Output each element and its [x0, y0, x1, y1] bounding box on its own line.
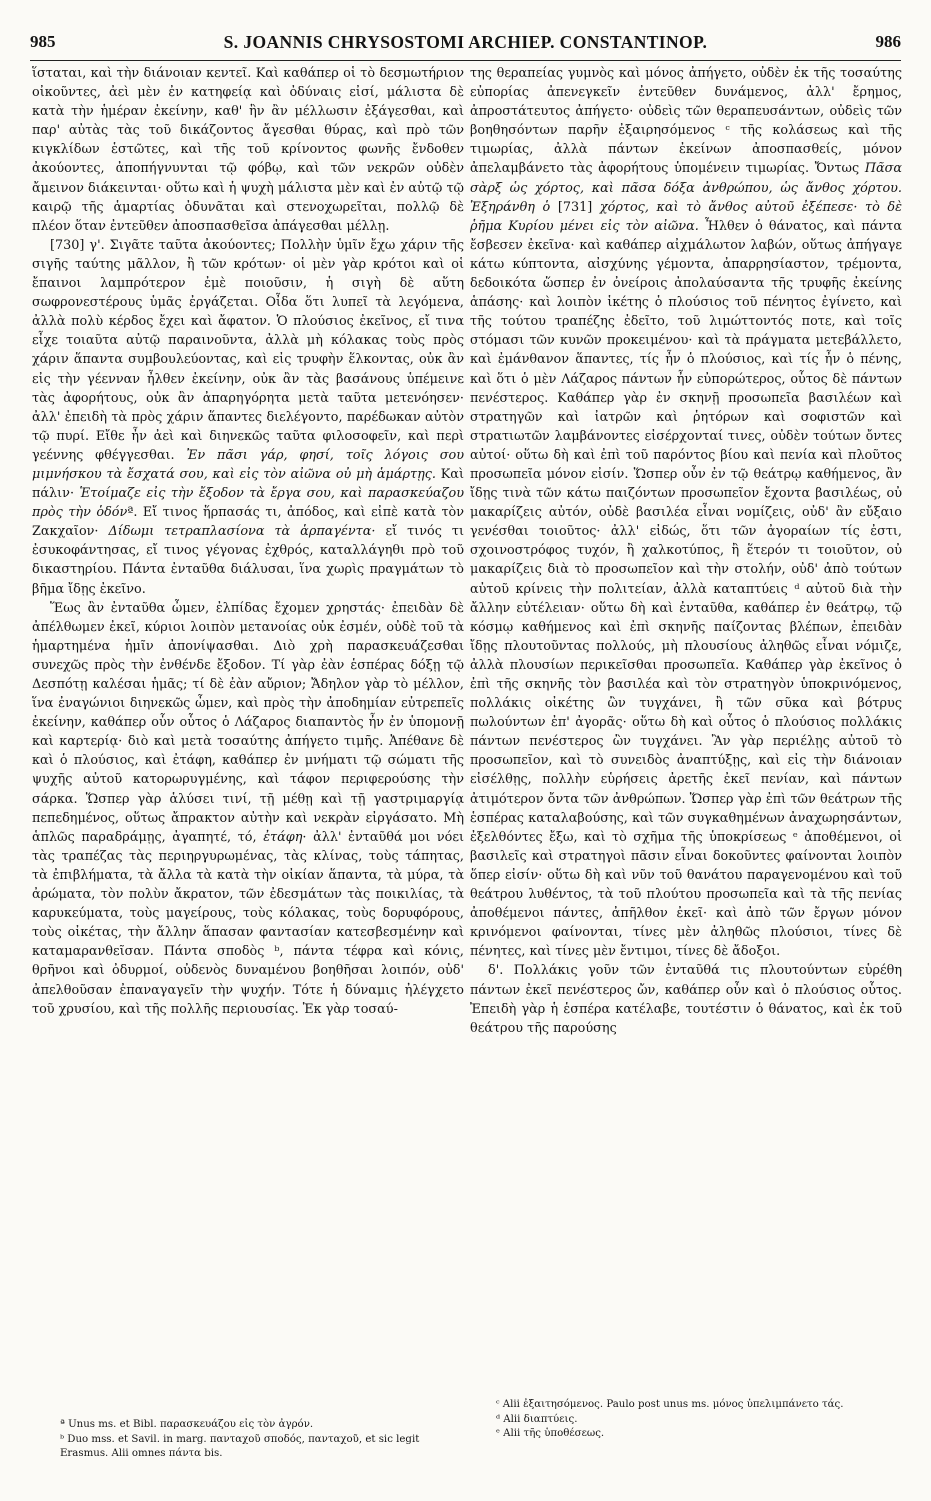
running-title: S. JOANNIS CHRYSOSTOMI ARCHIEP. CONSTANTINOP.: [223, 32, 708, 52]
scripture-quote: χόρτος, καὶ τὸ ἄνθος αὐτοῦ ἐξέπεσε· τὸ δὲ ῥῆμα Κυρίου μένει εἰς τὸν αἰῶνα.: [470, 199, 902, 234]
footnote-c: ᶜ Alii ἐξαιτησόμενος. Paulo post unus ms. μόνος ὑπελιμπάνετο τάς.: [496, 1399, 844, 1410]
column-marker: [731]: [557, 199, 593, 215]
header-rule: [30, 60, 901, 61]
left-column: [32, 64, 464, 1019]
scripture-quote: Ἐν πᾶσι γάρ, φησί, τοῖς λόγοις σου μιμνήσκου τὰ ἔσχατά σου, καὶ εἰς τὸν αἰῶνα οὐ μὴ ἁμάρτῃς.: [32, 447, 464, 482]
paragraph-2: [32, 236, 464, 599]
scripture-quote: Δίδωμι τετραπλασίονα τὰ ἁρπαγέντα·: [108, 524, 376, 540]
footnote-b: ᵇ Duo mss. et Savil. in marg. πανταχοῦ σποδός, πανταχοῦ, et sic legit Erasmus. Alii omnes πάντα bis.: [60, 1433, 420, 1459]
footnotes-left: [60, 1418, 460, 1462]
page-number-right: 986: [875, 32, 901, 51]
scripture-quote: Ἑτοίμαζε εἰς τὴν ἔξοδον τὰ ἔργα σου, καὶ παρασκεύαζου πρὸς τὴν ὁδόν: [32, 486, 464, 521]
footnote-a: ª Unus ms. et Bibl. παρασκευάζου εἰς τὸν ἀγρόν.: [60, 1419, 314, 1430]
text-run: Ἕως ἂν ἐνταῦθα ὦμεν, ἐλπίδας ἔχομεν χρηστάς· ἐπειδὰν δὲ ἀπέλθωμεν ἐκεῖ, κύριοι λοιπὸν μετανοίας οὐκ ἐσμέν, οὐδὲ τοῦ τὰ ἡμαρτημένα ἡμῖν ἀπονίψασθαι. Διὸ χρὴ παρασκευάζεσθαι συνεχῶς πρὸς τὴν ἐνθένδε ἔξοδον. Τί γὰρ ἐὰν ἑσπέρας δόξῃ τῷ Δεσπότῃ καλέσαι ἡμᾶς; τί δὲ ἐὰν αὔριον; Ἄδηλον γὰρ τὸ μέλλον, ἵνα ἐναγώνιοι διηνεκῶς ὦμεν, καὶ πρὸς τὴν ἀποδημίαν εὐτρεπεῖς ἐκείνην, καθάπερ οὗν οὗτος ὁ Λάζαρος διαπαντὸς ἦν ἐν ὑπομονῇ καὶ καρτερίᾳ· διὸ καὶ μετὰ τοσαύτης ἀπήγετο τιμῆς. Ἀπέθανε δὲ καὶ ὁ πλούσιος, καὶ ἐτάφη, καθάπερ ἐν μνήματι τῷ σώματι τῆς ψυχῆς αὐτοῦ κατορωρυγμένης, καὶ τάφον περιφερούσης τὴν σάρκα. Ὥσπερ γὰρ ἁλύσει τινί, τῇ μέθῃ καὶ τῇ γαστριμαργίᾳ πεπεδημένος, οὕτως ἄπρακτον αὐτὴν καὶ νεκρὰν εἰργάσατο. Μὴ ἁπλῶς παραδράμῃς, ἀγαπητέ, τό,: [32, 600, 464, 845]
footnotes-right: [496, 1398, 906, 1442]
text-run: [730] γ'. Σιγᾶτε ταῦτα ἀκούοντες; Πολλὴν ὑμῖν ἔχω χάριν τῆς σιγῆς ταύτης μᾶλλον, ἢ τῶν κρότων· οἱ μὲν γὰρ κρότοι καὶ οἱ ἔπαινοι λαμπρότερον ἐμὲ ποιοῦσιν, ἡ σιγὴ δὲ αὕτη σωφρονεστέρους ὑμᾶς ἐργάζεται. Οἶδα ὅτι λυπεῖ τὰ λεγόμενα, ἀλλὰ πολὺ κέρδος ἔχει καὶ ἄφατον. Ὁ πλούσιος ἐκεῖνος, εἴ τινα εἶχε τοιαῦτα αὐτῷ παραινοῦντα, ἀλλὰ μὴ κόλακας τοὺς πρὸς χάριν ἅπαντα συμβουλεύοντας, καὶ εἰς τρυφὴν ἕλκοντας, οὐκ ἂν εἰς τὴν γέενναν ἦλθεν ἐκείνην, οὐκ ἂν τὰς βασάνους ὑπέμεινε τὰς ἀφορήτους, οὐκ ἂν ἀπαρηγόρητα μετὰ ταῦτα μετενόησεν· ἀλλ' ἐπειδὴ τὰ πρὸς χάριν ἅπαντες διελέγοντο, παρέδωκαν αὐτὸν τῷ πυρί. Εἴθε ἦν ἀεὶ καὶ διηνεκῶς ταῦτα φιλοσοφεῖν, καὶ περὶ γεέννης φθέγγεσθαι.: [32, 237, 464, 463]
page-header: [30, 32, 901, 60]
paragraph-1: [470, 64, 902, 961]
paragraph-1: ἵσταται, καὶ τὴν διάνοιαν κεντεῖ. Καὶ καθάπερ οἱ τὸ δεσμωτήριον οἰκοῦντες, ἀεὶ μὲν ἐν κατηφείᾳ καὶ ὀδύναις εἰσί, μάλιστα δὲ κατὰ τὴν ἡμέραν ἐκείνην, καθ' ἣν ἂν μέλλωσιν ἐξάγεσθαι, καὶ παρ' αὐτὰς τὰς τοῦ δικάζοντος ἄγεσθαι θύρας, καὶ πρὸ τῶν κιγκλίδων ἑστῶτες, καὶ τῆς τοῦ κρίνοντος φωνῆς ἔνδοθεν ἀκούοντες, ἀποπήγνυνται τῷ φόβῳ, καὶ τῶν νεκρῶν οὐδὲν ἄμεινον διάκεινται· οὕτω καὶ ἡ ψυχὴ μάλιστα μὲν καὶ ἐν αὐτῷ τῷ καιρῷ τῆς ἁμαρτίας ὀδυνᾶται καὶ στενοχωρεῖται, πολλῷ δὲ πλέον ὅταν ἐντεῦθεν ἀποσπασθεῖσα ἀπάγεσθαι μέλλῃ.: [32, 66, 464, 234]
paragraph-3: [32, 599, 464, 1019]
scripture-quote: ἐτάφη: [263, 829, 303, 845]
scripture-quote: Πᾶσα σὰρξ ὡς χόρτος, καὶ πᾶσα δόξα ἀνθρώπου, ὡς ἄνθος χόρτου. Ἐξηράνθη ὁ: [470, 161, 903, 215]
text-run: εἴ τινός τι ἐσυκοφάντησας, εἴ τινος γέγονας ἐχθρός, καταλλάγηθι πρὸ τοῦ δικαστηρίου. Πάντα ἐνταῦθα διάλυσαι, ἵνα χωρὶς πραγμάτων τὸ βῆμα ἴδῃς ἐκεῖνο.: [32, 524, 464, 597]
text-run: · ἀλλ' ἐνταῦθά μοι νόει τὰς τραπέζας τὰς περιηργυρωμένας, τὰς κλίνας, τοὺς τάπητας, τὰ ἐπιβλήματα, τὰ ἄλλα τὰ κατὰ τὴν οἰκίαν ἅπαντα, τὰ μύρα, τὰ ἀρώματα, τὸν πολὺν ἄκρατον, τῶν ἐδεσμάτων τὰς ποικιλίας, τὰ καρυκεύματα, τοὺς μαγείρους, τοὺς κόλακας, τοὺς δορυφόρους, τοὺς οἰκέτας, τὴν ἄλλην ἅπασαν φαντασίαν κατεσβεσμένην καὶ καταμαρανθεῖσαν. Πάντα σποδὸς ᵇ, πάντα τέφρα καὶ κόνις, θρῆνοι καὶ ὀδυρμοί, οὐδενὸς δυναμένου βοηθῆσαι λοιπόν, οὐδ' ἀπελθοῦσαν ἐπαναγαγεῖν τὴν ψυχήν. Τότε ἡ δύναμις ἠλέγχετο τοῦ χρυσίου, καὶ τῆς πολλῆς περιουσίας. Ἐκ γὰρ τοσαύ-: [32, 829, 464, 1017]
text-run: Ἦλθεν ὁ θάνατος, καὶ πάντα ἔσβεσεν ἐκεῖνα· καὶ καθάπερ αἰχμάλωτον λαβών, οὕτως ἀπήγαγε κάτω κύπτοντα, αἰσχύνης γέμοντα, ἀπαρρησίαστον, τρέμοντα, δεδοικότα ὥσπερ ἐν ὀνείροις ἀπολαύσαντα τῆς τρυφῆς ἐκείνης ἁπάσης· καὶ λοιπὸν ἱκέτης ὁ πλούσιος τοῦ πένητος ἐγίνετο, καὶ τῆς τούτου τραπέζης ἐδεῖτο, τοῦ λιμώττοντός ποτε, καὶ τοῖς στόμασι τῶν κυνῶν προκειμένου· καὶ τὰ πράγματα μετεβάλλετο, καὶ ἐμάνθανον ἅπαντες, τίς ἦν ὁ πλούσιος, καὶ τίς ἦν ὁ πένης, καὶ ὅτι ὁ μὲν Λάζαρος πάντων ἦν εὐπορώτερος, οὗτος δὲ πάντων πενέστερος. Καθάπερ γὰρ ἐν σκηνῇ προσωπεῖα βασιλέων καὶ στρατηγῶν καὶ ἰατρῶν καὶ ῥητόρων καὶ σοφιστῶν καὶ στρατιωτῶν λαμβάνοντες εἰσέρχονταί τινες, οὐδὲν τούτων ὄντες αὐτοί· οὕτω δὴ καὶ ἐπὶ τοῦ παρόντος βίου καὶ πενία καὶ πλοῦτος προσωπεῖα μόνον εἰσίν. Ὥσπερ οὖν ἐν τῷ θεάτρῳ καθήμενος, ἂν ἴδῃς τινὰ τῶν κάτω παιζόντων προσωπεῖον ἔχοντα βασιλέως, οὐ μακαρίζεις αὐτόν, οὐδὲ βασιλέα εἶναι νομίζεις, οὐδ' ἂν εὔξαιο γενέσθαι τοιοῦτος· ἀλλ' εἰδώς, ὅτι τῶν ἀγοραίων τίς ἐστι, σχοινοστρόφος τυχόν, ἢ χαλκοτύπος, ἢ ἕτερόν τι τοιοῦτον, οὐ μακαρίζεις διὰ τὸ προσωπεῖον καὶ τὴν στολήν, οὐδ' ἀπὸ τούτων αὐτοῦ κρίνεις τὴν πολιτείαν, ἀλλὰ καταπτύεις ᵈ αὐτοῦ διὰ τὴν ἄλλην εὐτέλειαν· οὕτω δὴ καὶ ἐνταῦθα, καθάπερ ἐν θεάτρῳ, τῷ κόσμῳ καθήμενος καὶ ἐπὶ σκηνῆς παίζοντας βλέπων, ἐπειδὰν ἴδῃς πλουτοῦντας πολλούς, μὴ πλουσίους ἀληθῶς εἶναι νόμιζε, ἀλλὰ πλουσίων περικεῖσθαι προσωπεῖα. Καθάπερ γὰρ ἐκεῖνος ὁ ἐπὶ τῆς σκηνῆς τὸν βασιλέα καὶ τὸν στρατηγὸν ὑποκρινόμενος, πολλάκις οἰκέτης ὢν τυγχάνει, ἢ τῶν σῦκα καὶ βότρυς πωλούντων ἐπ' ἀγορᾶς· οὕτω δὴ καὶ οὗτος ὁ πλούσιος πολλάκις πάντων πενέστερος ὢν τυγχάνει. Ἂν γὰρ περιέλῃς αὐτοῦ τὸ προσωπεῖον, καὶ τὸ συνειδὸς ἀναπτύξῃς, καὶ εἰς τὴν διάνοιαν εἰσέλθῃς, πολλὴν εὑρήσεις ἀρετῆς ἐκεῖ πενίαν, καὶ πάντων ἀτιμότερον ὄντα τῶν ἀνθρώπων. Ὥσπερ γὰρ ἐπὶ τῶν θεάτρων τῆς ἑσπέρας καταλαβούσης, καὶ τῶν συγκαθημένων ἀναχωρησάντων, ἐξελθόντες ἔξω, καὶ τὸ σχῆμα τῆς ὑποκρίσεως ᵉ ἀποθέμενοι, οἱ βασιλεῖς καὶ στρατηγοὶ πᾶσιν εἶναι δοκοῦντες φαίνονται λοιπὸν ὅπερ εἰσίν· οὕτω δὴ καὶ νῦν τοῦ θανάτου παραγενομένου καὶ τοῦ θεάτρου λυθέντος, τὰ τοῦ πλούτου προσωπεῖα καὶ τὰ τῆς πενίας ἀποθέμενοι πάντες, ἀπῆλθον ἐκεῖ· καὶ ἀπὸ τῶν ἔργων μόνον κρινόμενοι φαίνονται, τίνες μὲν ἀληθῶς πλούσιοι, τίνες δὲ πένητες, καὶ τίνες μὲν ἔντιμοι, τίνες δὲ ἄδοξοι.: [470, 218, 902, 960]
paragraph-2: δ'. Πολλάκις γοῦν τῶν ἐνταῦθά τις πλουτούντων εὑρέθη πάντων ἐκεῖ πενέστερος ὤν, καθάπερ οὖν καὶ ὁ πλούσιος οὗτος. Ἐπειδὴ γὰρ ἡ ἑσπέρα κατέλαβε, τουτέστιν ὁ θάνατος, καὶ ἐκ τοῦ θεάτρου τῆς παρούσης: [470, 963, 902, 1036]
footnote-d: ᵈ Alii διαπτύεις.: [496, 1413, 578, 1425]
right-column: [470, 64, 902, 1038]
footnote-e: ᵉ Alii τῆς ὑποθέσεως.: [496, 1428, 605, 1439]
text-run: της θεραπείας γυμνὸς καὶ μόνος ἀπήγετο, οὐδὲν ἐκ τῆς τοσαύτης εὐπορίας ἀπενεγκεῖν ἐντεῦθεν δυνάμενος, ἀλλ' ἔρημος, ἀπροστάτευτος ἀπήγετο· οὐδεὶς τῶν θεραπευσάντων, οὐδεὶς τῶν βοηθησόντων παρῆν ἐξαιρησόμενος ᶜ τῆς κολάσεως καὶ τῆς τιμωρίας, ἀλλὰ πάντων ἐκείνων ἀποσπασθείς, μόνον ἀπελαμβάνετο τὰς ἀφορήτους ὑπομένειν τιμωρίας. Ὄντως: [470, 66, 902, 177]
text-run: ª. Εἴ τινος ἥρπασάς τι, ἀπόδος, καὶ εἰπὲ κατὰ τὸν Ζακχαῖον·: [32, 505, 465, 540]
page-number-left: 985: [30, 32, 56, 51]
text-run: Καὶ πάλιν·: [32, 466, 464, 502]
